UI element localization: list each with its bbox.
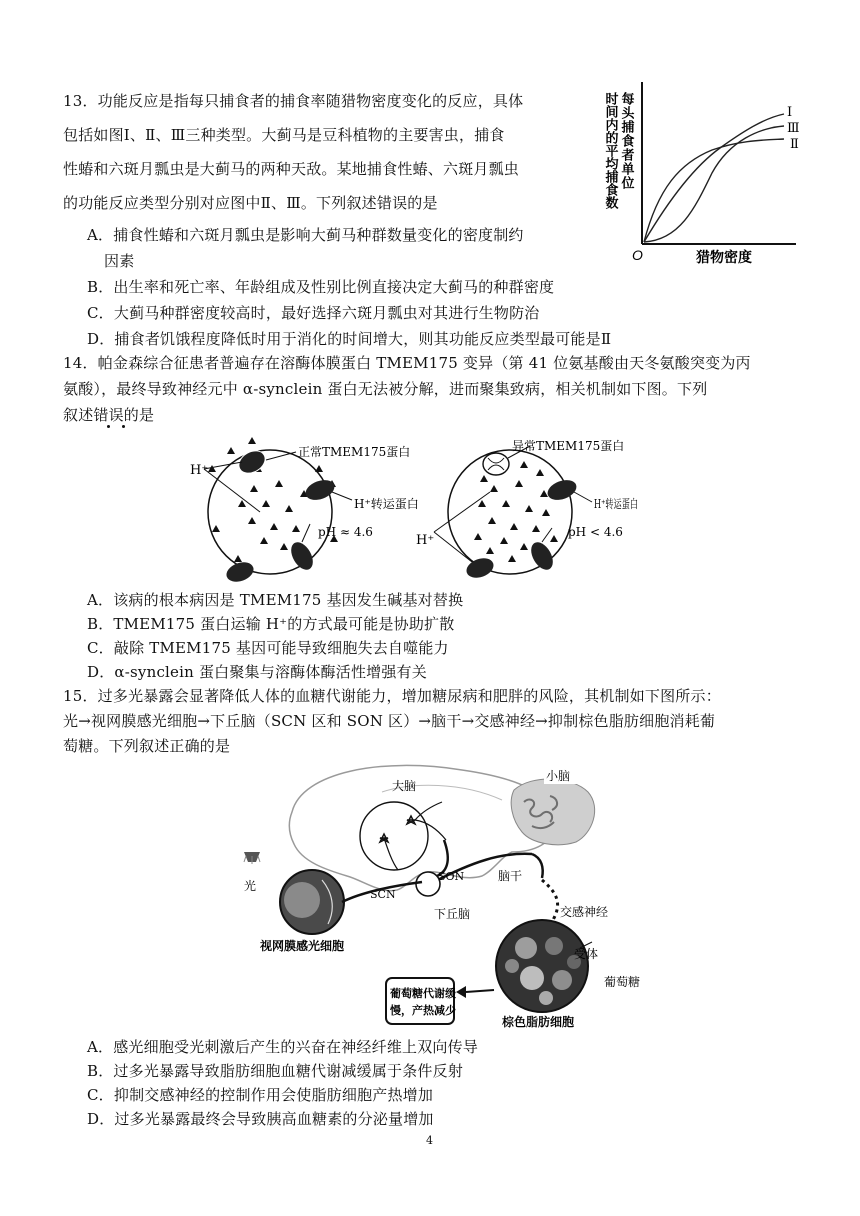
q13-line-3: 性蝽和六斑月瓢虫是大蓟马的两种天敌。某地捕食性蝽、六斑月瓢虫 xyxy=(63,160,520,178)
normal-protein-label: 正常TMEM175蛋白 xyxy=(298,445,411,459)
light-brain-fat-figure xyxy=(232,752,641,1037)
transporter-label-right: H⁺转运蛋白 xyxy=(594,497,659,511)
q15-option-a: A．感光细胞受光刺激后产生的兴奋在神经纤维上双向传导 xyxy=(87,1038,479,1056)
normal-lysosome xyxy=(190,437,419,585)
hplus-label-left: H⁺ xyxy=(190,463,209,478)
q13-option-c: C．大蓟马种群密度较高时，最好选择六斑月瓢虫对其进行生物防治 xyxy=(87,304,540,322)
q14-option-b: B．TMEM175 蛋白运输 H⁺的方式最可能是协助扩散 xyxy=(87,615,455,633)
ph-normal-label: pH ≈ 4.6 xyxy=(318,525,373,539)
q14-line-1: 14．帕金森综合征患者普遍存在溶酶体膜蛋白 TMEM175 变异（第 41 位氨基酸由天冬氨酸突变为丙 xyxy=(63,354,751,372)
result-box-line-1: 葡萄糖代谢缓 xyxy=(390,987,456,1000)
brown-fat-cell xyxy=(496,920,588,1012)
cerebrum-label: 大脑 xyxy=(392,779,417,793)
q15-option-c: C．抑制交感神经的控制作用会使脂肪细胞产热增加 xyxy=(87,1086,434,1104)
q13-option-a-cont: 因素 xyxy=(104,252,135,270)
origin-label: O xyxy=(632,247,643,263)
result-box xyxy=(386,978,454,1024)
curve-I-label: Ⅰ xyxy=(787,105,793,120)
x-axis-label: 猎物密度 xyxy=(696,249,752,265)
q15-line-1: 15．过多光暴露会显著降低人体的血糖代谢能力，增加糖尿病和肥胖的风险，其机制如下图所示： xyxy=(63,687,721,705)
q14-option-a: A．该病的根本病因是 TMEM175 基因发生碱基对替换 xyxy=(87,591,464,609)
page-number: 4 xyxy=(426,1134,434,1147)
retina-label: 视网膜感光细胞 xyxy=(260,939,345,953)
result-box-line-2: 慢，产热减少 xyxy=(390,1004,456,1017)
light-label: 光 xyxy=(244,879,257,893)
glucose-label: 葡萄糖 xyxy=(604,975,641,989)
brown-fat-label: 棕色脂肪细胞 xyxy=(502,1015,575,1029)
brainstem-label: 脑干 xyxy=(498,869,523,883)
y-label-col-2: 时间内的平均捕食数 xyxy=(602,92,618,209)
q15-line-3: 萄糖。下列叙述正确的是 xyxy=(63,737,231,755)
functional-response-graph xyxy=(600,78,810,278)
q15-line-2: 光→视网膜感光细胞→下丘脑（SCN 区和 SON 区）→脑干→交感神经→抑制棕色脂肪细胞消耗葡 xyxy=(63,712,716,730)
y-label-col-1: 每头捕食者单位 xyxy=(618,92,634,190)
abnormal-lysosome xyxy=(416,438,659,581)
curve-I xyxy=(644,114,784,242)
abnormal-protein-label: 异常TMEM175蛋白 xyxy=(512,439,625,453)
q15-option-d: D．过多光暴露最终会导致胰高血糖素的分泌量增加 xyxy=(87,1110,434,1128)
q13-option-d: D．捕食者饥饿程度降低时用于消化的时间增大，则其功能反应类型最可能是Ⅱ xyxy=(87,330,612,348)
q14-line-2: 氨酸），最终导致神经元中 α-synclein 蛋白无法被分解，进而聚集致病，相关机制如下图。下列 xyxy=(63,380,708,398)
receptor-label: 受体 xyxy=(574,947,599,961)
curve-III-label: Ⅲ xyxy=(787,121,800,136)
q13-line-4: 的功能反应类型分别对应图中Ⅱ、Ⅲ。下列叙述错误的是 xyxy=(63,194,438,212)
eye xyxy=(280,870,422,934)
lamp-icon xyxy=(244,852,260,893)
abnormal-tmem175-protein xyxy=(483,453,509,475)
q13-line-1: 13．功能反应是指每只捕食者的捕食率随猎物密度变化的反应，具体 xyxy=(63,92,524,110)
son-label: SON xyxy=(438,870,465,883)
hypothalamus-node xyxy=(416,872,440,896)
emphasis-dot xyxy=(107,425,110,428)
q13-option-a: A．捕食性蝽和六斑月瓢虫是影响大蓟马种群数量变化的密度制约 xyxy=(87,226,524,244)
q13-line-2: 包括如图Ⅰ、Ⅱ、Ⅲ三种类型。大蓟马是豆科植物的主要害虫，捕食 xyxy=(63,126,505,144)
transporter-label-left: H⁺转运蛋白 xyxy=(354,497,419,511)
neuron-circle xyxy=(360,802,428,870)
q15-option-b: B．过多光暴露导致脂肪细胞血糖代谢减缓属于条件反射 xyxy=(87,1062,464,1080)
curve-II xyxy=(644,139,784,242)
cerebellum xyxy=(511,764,594,845)
sympathetic-label: 交感神经 xyxy=(560,905,609,919)
q14-option-d: D．α-synclein 蛋白聚集与溶酶体酶活性增强有关 xyxy=(87,663,427,681)
y-axis-label xyxy=(603,91,636,210)
curve-III xyxy=(644,126,784,242)
scn-label: SCN xyxy=(370,888,396,901)
q14-line-3: 叙述错误的是 xyxy=(63,406,155,424)
q14-option-c: C．敲除 TMEM175 基因可能导致细胞失去自噬能力 xyxy=(87,639,449,657)
emphasis-dot xyxy=(122,425,125,428)
hypothalamus-label: 下丘脑 xyxy=(434,907,471,921)
cerebellum-label: 小脑 xyxy=(546,769,571,783)
q13-option-b: B．出生率和死亡率、年龄组成及性别比例直接决定大蓟马的种群密度 xyxy=(87,278,555,296)
ph-abnormal-label: pH < 4.6 xyxy=(568,525,623,539)
hplus-label-right: H⁺ xyxy=(416,533,435,548)
curve-II-label: Ⅱ xyxy=(790,137,799,152)
lysosome-figure xyxy=(190,432,659,582)
